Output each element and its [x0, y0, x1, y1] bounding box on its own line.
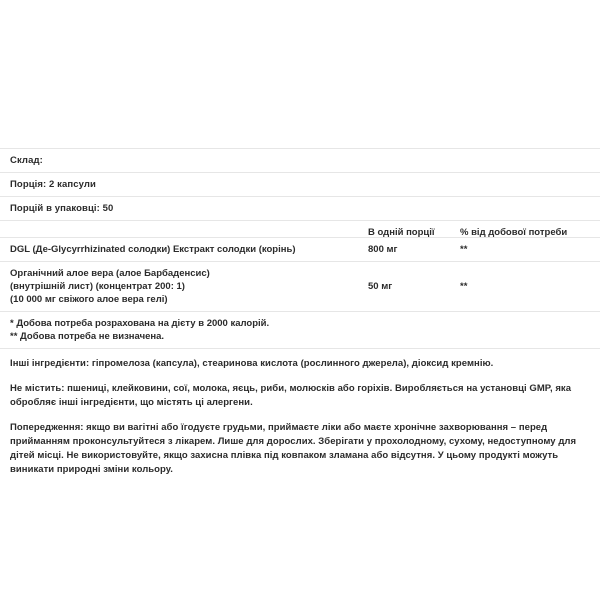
ingredient-amount: 50 мг [368, 281, 393, 292]
warning-paragraph: Попередження: якщо ви вагітні або їгодуєте грудьми, приймаєте ліки або маєте хронічне захворювання – перед прийманням проконсультуйтеся з лікарем. Лише для дорослих. Зберігати у прохолодному, сухому, недоступному для дітей місці. Не використовуйте, якщо захисна плівка під ковпаком зламана або відсутня. У цьому продукті можуть виникати природні зміни кольору. [10, 422, 577, 475]
servings-per-container-row: Порцій в упаковці: 50 [10, 203, 114, 214]
column-header-percent-daily-value: % від добової потреби [460, 227, 568, 238]
table-row [0, 238, 600, 261]
ingredient-name-line: (10 000 мг свіжого алое вера гелі) [10, 294, 168, 305]
supplement-facts-heading: Склад: [10, 155, 43, 166]
footnote-daily-value-undetermined: ** Добова потреба не визначена. [10, 331, 165, 342]
ingredient-name-line: (внутрішній лист) (концентрат 200: 1) [10, 281, 185, 292]
ingredient-daily-value: ** [460, 244, 468, 255]
table-header-row [0, 221, 600, 237]
serving-size-row: Порція: 2 капсули [10, 179, 96, 190]
footnotes [0, 312, 600, 348]
other-ingredients-paragraph: Інші інгредієнти: гіпромелоза (капсула), стеаринова кислота (рослинного джерела), діоксид кремнію. [10, 358, 494, 369]
description-block [0, 349, 600, 477]
column-header-amount-per-serving: В одній порції [368, 227, 435, 238]
allergen-statement-paragraph: Не містить: пшениці, клейковини, сої, молока, яєць, риби, молюсків або горіхів. Виробляється на установці GMP, яка обробляє інші інгредієнти, що містять ці алергени. [10, 383, 572, 408]
ingredient-daily-value: ** [460, 281, 468, 292]
table-row [0, 262, 600, 311]
supplement-facts-panel [0, 148, 600, 477]
ingredient-amount: 800 мг [368, 244, 398, 255]
ingredient-name [10, 267, 365, 306]
ingredient-name: DGL (Де-Glycyrrhizinated солодки) Екстракт солодки (корінь) [10, 244, 296, 255]
ingredient-name-line: Органічний алое вера (алое Барбаденсис) [10, 268, 210, 279]
footnote-daily-value-basis: * Добова потреба розрахована на дієту в 2000 калорій. [10, 318, 270, 329]
